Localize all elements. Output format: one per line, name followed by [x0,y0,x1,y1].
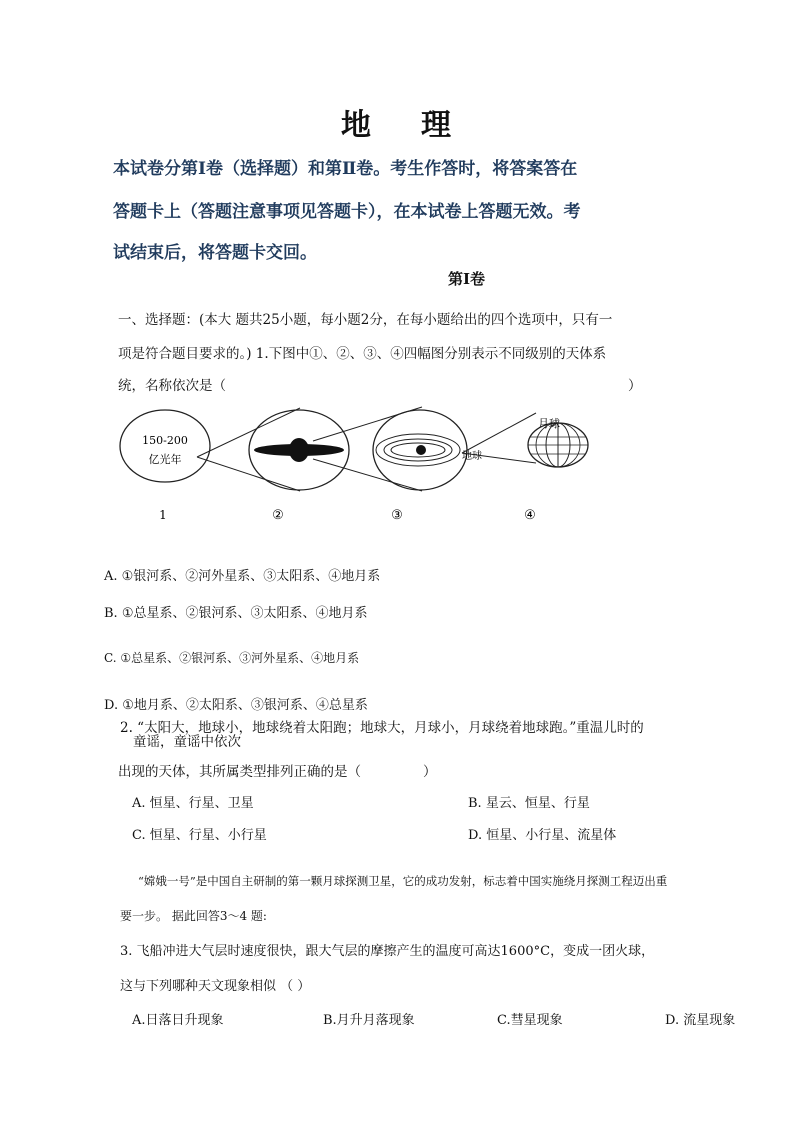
q2-line-2-end: ） [423,764,437,780]
q1-option-b: B. ①总星系、②银河系、③太阳系、④地月系 [104,606,368,621]
passage-line-1: “嫦娥一号”是中国自主研制的第一颗月球探测卫星，它的成功发射，标志着中国实施绕月探测工程迈出重 [138,874,668,888]
figure-num-4: ④ [524,508,536,523]
page-title [0,100,794,144]
galaxy-bulge [289,438,309,462]
q3-option-a: A.日落日升现象 [132,1013,224,1028]
figure-num-3: ③ [391,508,403,523]
passage-line-2: 要一步。 据此回答3～4 题: [120,909,267,923]
figure-num-1: 1 [159,508,167,522]
title-char-2: 理 [421,108,453,143]
q3-option-d: D. 流星现象 [665,1013,736,1028]
intro-line-1: 本试卷分第Ⅰ卷（选择题）和第Ⅱ卷。考生作答时，将答案答在 [113,159,578,179]
q1-option-a: A. ①银河系、②河外星系、③太阳系、④地月系 [104,569,381,584]
q2-line-1b: 童谣，童谣中依次 [133,734,241,750]
q1-option-d: D. ①地月系、②太阳系、③银河系、④总星系 [104,698,368,713]
title-char-1: 地 [341,108,373,143]
connector-line [313,459,422,491]
figure-label-moon: 月球 [538,417,560,430]
section1-line-3-end: ） [628,378,642,394]
q3-option-c: C.彗星现象 [497,1013,563,1028]
figure-num-2: ② [272,508,284,523]
q1-option-c: C. ①总星系、②银河系、③河外星系、④地月系 [104,651,360,665]
connector-line [462,413,536,453]
section1-line-3: 统，名称依次是（ [118,378,226,394]
volume-heading: 第Ⅰ卷 [448,270,486,288]
q2-line-2: 出现的天体，其所属类型排列正确的是（ [118,764,361,780]
figure-label-years: 亿光年 [148,453,182,466]
q2-line-1: 2. “太阳大，地球小，地球绕着太阳跑；地球大，月球小，月球绕着地球跑。”重温儿时的 [120,720,644,736]
q3-line-2: 这与下列哪种天文现象相似 （ ） [120,979,311,994]
q2-option-a: A. 恒星、行星、卫星 [132,796,254,811]
q2-option-d: D. 恒星、小行星、流星体 [468,828,617,843]
section1-line-1: 一、选择题：(本大 题共25小题，每小题2分，在每小题给出的四个选项中，只有一 [118,312,613,328]
connector-line [197,457,300,491]
section1-line-2: 项是符合题目要求的。) 1.下图中①、②、③、④四幅图分别表示不同级别的天体系 [118,346,607,362]
q2-option-c: C. 恒星、行星、小行星 [132,828,267,843]
q2-option-b: B. 星云、恒星、行星 [468,796,590,811]
intro-line-3: 试结束后，将答题卡交回。 [113,243,317,263]
figure-label-earth: 地球 [462,451,482,462]
figure-label-150: 150-200 [142,434,188,447]
q3-option-b: B.月升月落现象 [323,1013,415,1028]
celestial-systems-figure [110,405,610,530]
q3-line-1: 3. 飞船冲进大气层时速度很快，跟大气层的摩擦产生的温度可高达1600°C，变成一团火球， [120,944,655,959]
sun-dot [416,445,426,455]
intro-line-2: 答题卡上（答题注意事项见答题卡），在本试卷上答题无效。考 [113,202,581,222]
